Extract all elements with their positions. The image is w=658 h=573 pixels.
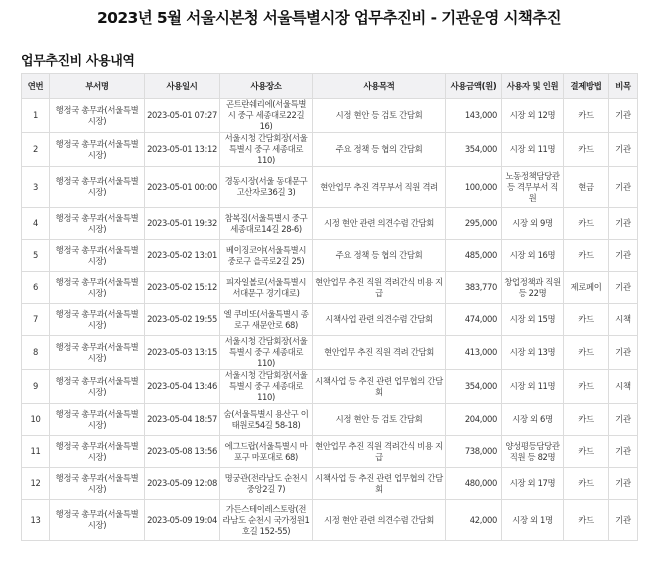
cell-datetime: 2023-05-04 13:46	[145, 370, 220, 404]
cell-users: 시장 외 15명	[502, 304, 564, 336]
page-title: 2023년 5월 서울시본청 서울특별시장 업무추진비 - 기관운영 시책추진	[96, 9, 562, 27]
cell-payment: 카드	[564, 304, 609, 336]
cell-datetime: 2023-05-09 19:04	[145, 500, 220, 541]
cell-place: 명궁관(전라남도 순천시 중앙2길 7)	[220, 468, 313, 500]
cell-place: 서울시청 간담회장(서울특별시 중구 세종대로 110)	[220, 370, 313, 404]
cell-purpose: 시정 현안 관련 의견수렴 간담회	[313, 208, 446, 240]
cell-payment: 카드	[564, 370, 609, 404]
cell-place: 숨(서울특별시 용산구 이태원로54길 58-18)	[220, 404, 313, 436]
cell-no: 12	[22, 468, 50, 500]
cell-place: 가든스테이레스토랑(전라남도 순천시 국가정원1호길 152-55)	[220, 500, 313, 541]
cell-place: 곤트란쉐리에(서울특별시 중구 세종대로22길 16)	[220, 99, 313, 133]
cell-item: 기관	[609, 336, 638, 370]
table-row	[22, 208, 638, 240]
section-title: 업무추진비 사용내역	[21, 54, 135, 69]
table-row	[22, 436, 638, 468]
cell-amount: 204,000	[446, 404, 502, 436]
cell-item: 기관	[609, 500, 638, 541]
cell-dept: 행정국 총무과(서울특별시장)	[50, 336, 145, 370]
col-header-amount: 사용금액(원)	[446, 74, 502, 99]
cell-datetime: 2023-05-04 18:57	[145, 404, 220, 436]
cell-datetime: 2023-05-01 07:27	[145, 99, 220, 133]
table-row	[22, 133, 638, 167]
cell-amount: 354,000	[446, 370, 502, 404]
cell-item: 기관	[609, 99, 638, 133]
cell-item: 기관	[609, 272, 638, 304]
table-body	[22, 99, 638, 541]
table-row	[22, 99, 638, 133]
cell-item: 기관	[609, 208, 638, 240]
cell-place: 엘 쿠비또(서울특별시 종로구 새문안로 68)	[220, 304, 313, 336]
cell-purpose: 현안업무 추진 격무부서 직원 격려	[313, 167, 446, 208]
table-row	[22, 370, 638, 404]
cell-item: 기관	[609, 133, 638, 167]
cell-item: 기관	[609, 167, 638, 208]
cell-dept: 행정국 총무과(서울특별시장)	[50, 240, 145, 272]
cell-dept: 행정국 총무과(서울특별시장)	[50, 468, 145, 500]
cell-item: 기관	[609, 240, 638, 272]
col-header-dept: 부서명	[50, 74, 145, 99]
cell-payment: 제로페이	[564, 272, 609, 304]
cell-dept: 행정국 총무과(서울특별시장)	[50, 500, 145, 541]
cell-purpose: 시정 현안 관련 의견수렴 간담회	[313, 500, 446, 541]
cell-users: 노동정책담당관 등 격무부서 직원	[502, 167, 564, 208]
cell-payment: 카드	[564, 208, 609, 240]
table-row	[22, 272, 638, 304]
cell-datetime: 2023-05-02 15:12	[145, 272, 220, 304]
cell-dept: 행정국 총무과(서울특별시장)	[50, 272, 145, 304]
cell-datetime: 2023-05-02 13:01	[145, 240, 220, 272]
cell-users: 시장 외 11명	[502, 133, 564, 167]
cell-no: 1	[22, 99, 50, 133]
cell-users: 시장 외 12명	[502, 99, 564, 133]
cell-purpose: 주요 정책 등 협의 간담회	[313, 240, 446, 272]
table-row	[22, 304, 638, 336]
cell-item: 시책	[609, 370, 638, 404]
cell-item: 기관	[609, 468, 638, 500]
cell-dept: 행정국 총무과(서울특별시장)	[50, 304, 145, 336]
col-header-purpose: 사용목적	[313, 74, 446, 99]
cell-amount: 42,000	[446, 500, 502, 541]
table-header-row	[22, 74, 638, 99]
cell-place: 피자일볼로(서울특별시 서대문구 경기대로)	[220, 272, 313, 304]
cell-place: 서울시청 간담회장(서울특별시 중구 세종대로 110)	[220, 336, 313, 370]
cell-datetime: 2023-05-02 19:55	[145, 304, 220, 336]
cell-place: 에그드랍(서울특별시 마포구 마포대로 68)	[220, 436, 313, 468]
table-row	[22, 167, 638, 208]
col-header-payment: 결제방법	[564, 74, 609, 99]
cell-users: 창업정책과 직원 등 22명	[502, 272, 564, 304]
table-row	[22, 404, 638, 436]
cell-payment: 카드	[564, 336, 609, 370]
col-header-datetime: 사용일시	[145, 74, 220, 99]
cell-place: 경동시장(서울 동대문구 고산자로36길 3)	[220, 167, 313, 208]
cell-purpose: 시정 현안 등 검토 간담회	[313, 404, 446, 436]
cell-dept: 행정국 총무과(서울특별시장)	[50, 133, 145, 167]
cell-payment: 카드	[564, 500, 609, 541]
cell-users: 시장 외 11명	[502, 370, 564, 404]
cell-datetime: 2023-05-03 13:15	[145, 336, 220, 370]
cell-purpose: 시책사업 등 추진 관련 업무협의 간담회	[313, 468, 446, 500]
cell-place: 베이징코야(서울특별시 중로구 을곡로2길 25)	[220, 240, 313, 272]
cell-users: 시장 외 9명	[502, 208, 564, 240]
col-header-no: 연번	[22, 74, 50, 99]
cell-amount: 354,000	[446, 133, 502, 167]
cell-purpose: 현안업무 추진 직원 격려간식 비용 지급	[313, 272, 446, 304]
cell-no: 8	[22, 336, 50, 370]
cell-users: 시장 외 17명	[502, 468, 564, 500]
cell-no: 9	[22, 370, 50, 404]
col-header-users: 사용자 및 인원	[502, 74, 564, 99]
cell-amount: 738,000	[446, 436, 502, 468]
cell-dept: 행정국 총무과(서울특별시장)	[50, 167, 145, 208]
cell-place: 참복집(서울특별시 중구 세종대로14길 28-6)	[220, 208, 313, 240]
cell-item: 기관	[609, 436, 638, 468]
cell-payment: 카드	[564, 436, 609, 468]
cell-no: 5	[22, 240, 50, 272]
cell-purpose: 주요 정책 등 협의 간담회	[313, 133, 446, 167]
cell-payment: 카드	[564, 404, 609, 436]
cell-amount: 143,000	[446, 99, 502, 133]
cell-no: 11	[22, 436, 50, 468]
cell-users: 시장 외 13명	[502, 336, 564, 370]
cell-no: 3	[22, 167, 50, 208]
cell-dept: 행정국 총무과(서울특별시장)	[50, 404, 145, 436]
expense-table	[21, 73, 638, 541]
table-row	[22, 240, 638, 272]
cell-amount: 413,000	[446, 336, 502, 370]
cell-item: 시책	[609, 304, 638, 336]
cell-purpose: 시책사업 등 추진 관련 업무협의 간담회	[313, 370, 446, 404]
cell-amount: 383,770	[446, 272, 502, 304]
cell-no: 10	[22, 404, 50, 436]
table-header	[22, 74, 638, 99]
cell-amount: 480,000	[446, 468, 502, 500]
cell-users: 시장 외 16명	[502, 240, 564, 272]
cell-purpose: 시책사업 관련 의견수렴 간담회	[313, 304, 446, 336]
cell-payment: 현금	[564, 167, 609, 208]
cell-amount: 485,000	[446, 240, 502, 272]
cell-item: 기관	[609, 404, 638, 436]
cell-datetime: 2023-05-09 12:08	[145, 468, 220, 500]
cell-purpose: 현안업무 추진 직원 격려간식 비용 지급	[313, 436, 446, 468]
cell-users: 양성평등담당관 직원 등 82명	[502, 436, 564, 468]
cell-purpose: 현안업무 추진 직원 격려 간담회	[313, 336, 446, 370]
cell-place: 서울시청 간담회장(서울특별시 중구 세종대로 110)	[220, 133, 313, 167]
table-row	[22, 468, 638, 500]
cell-amount: 474,000	[446, 304, 502, 336]
cell-datetime: 2023-05-01 00:00	[145, 167, 220, 208]
table-row	[22, 336, 638, 370]
cell-no: 13	[22, 500, 50, 541]
cell-dept: 행정국 총무과(서울특별시장)	[50, 99, 145, 133]
cell-no: 2	[22, 133, 50, 167]
cell-payment: 카드	[564, 133, 609, 167]
cell-amount: 100,000	[446, 167, 502, 208]
col-header-place: 사용장소	[220, 74, 313, 99]
cell-payment: 카드	[564, 468, 609, 500]
cell-no: 7	[22, 304, 50, 336]
table-row	[22, 500, 638, 541]
cell-users: 시장 외 6명	[502, 404, 564, 436]
cell-payment: 카드	[564, 240, 609, 272]
cell-purpose: 시정 현안 등 검토 간담회	[313, 99, 446, 133]
cell-dept: 행정국 총무과(서울특별시장)	[50, 208, 145, 240]
cell-datetime: 2023-05-01 19:32	[145, 208, 220, 240]
cell-dept: 행정국 총무과(서울특별시장)	[50, 370, 145, 404]
col-header-item: 비목	[609, 74, 638, 99]
cell-datetime: 2023-05-08 13:56	[145, 436, 220, 468]
cell-no: 6	[22, 272, 50, 304]
cell-datetime: 2023-05-01 13:12	[145, 133, 220, 167]
cell-users: 시장 외 1명	[502, 500, 564, 541]
cell-dept: 행정국 총무과(서울특별시장)	[50, 436, 145, 468]
cell-payment: 카드	[564, 99, 609, 133]
cell-amount: 295,000	[446, 208, 502, 240]
cell-no: 4	[22, 208, 50, 240]
